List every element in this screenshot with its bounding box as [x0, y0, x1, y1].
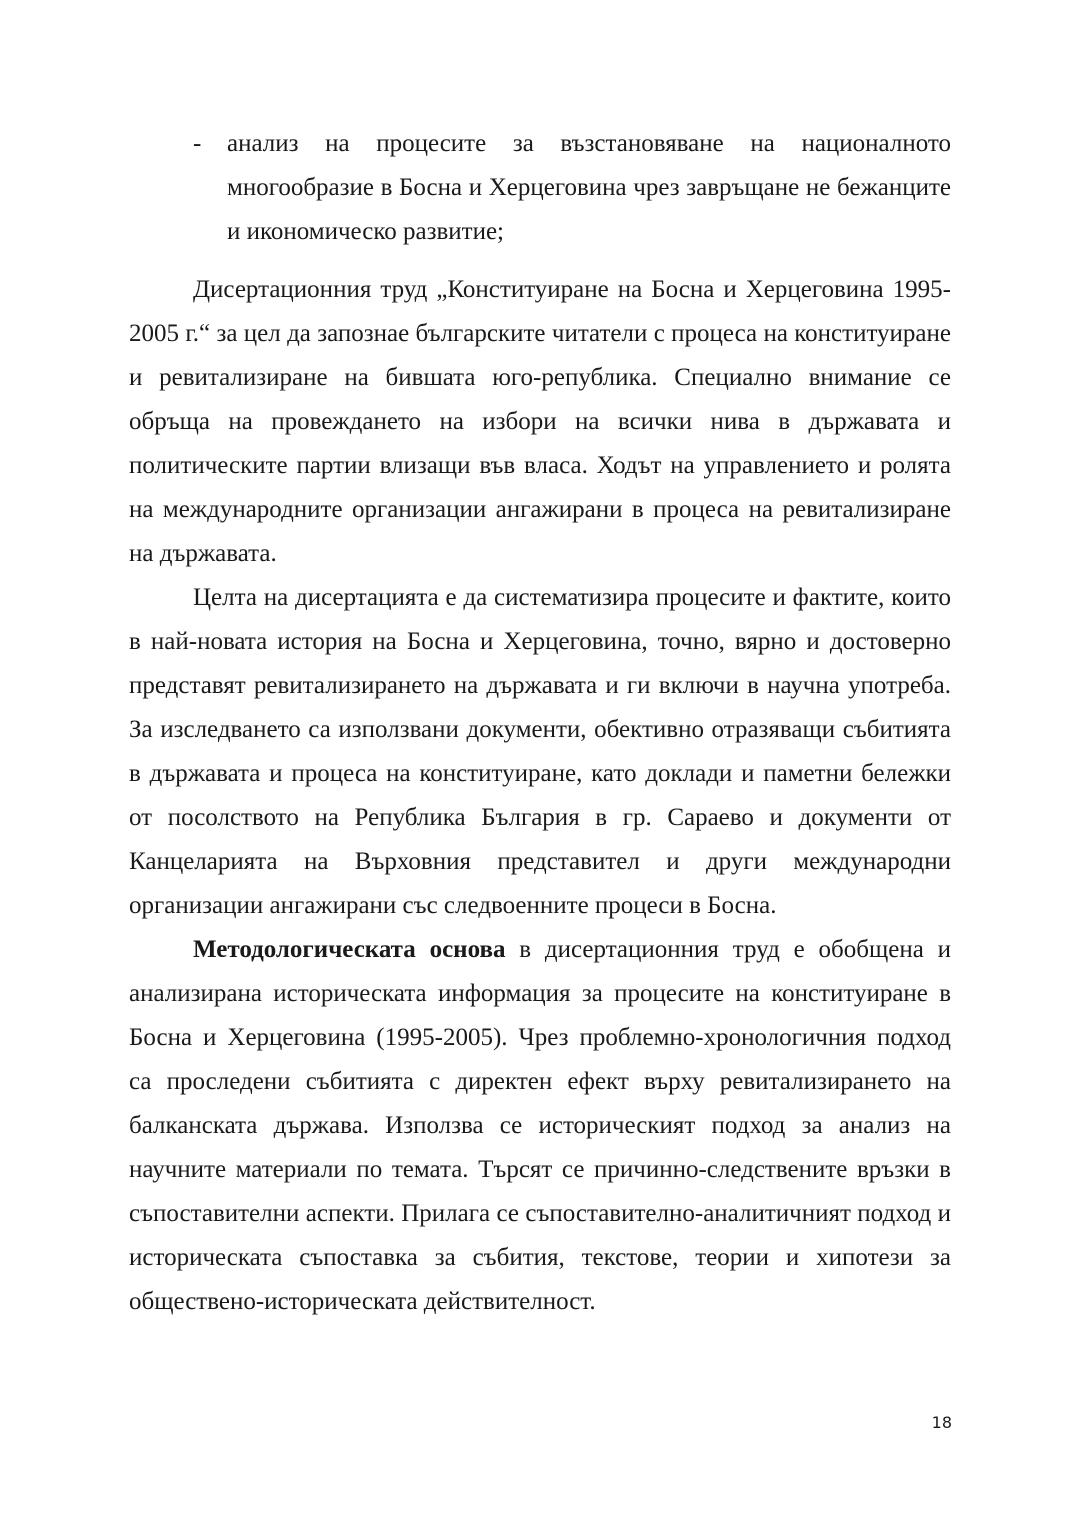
page-content — [129, 122, 951, 1324]
paragraph-text: Целта на дисертацията е да систематизира процесите и фактите, които в най-новата история на Босна и Херцеговина, точно, вярно и достоверно представят ревитализирането на държавата и ги включи в научна употреба. За изследването са използвани документи, обективно отразяващи събитията в държавата и процеса на конституиране, като доклади и паметни бележки от посолството на Република България в гр. Сараево и документи от Канцеларията на Върховния представител и други международни организации ангажирани със следвоенните процеси в Босна. — [129, 584, 951, 919]
bullet-item — [129, 122, 951, 254]
paragraph-methodology — [129, 928, 951, 1324]
paragraph-text: в дисертационния труд е обобщена и анализирана историческата информация за процесите на конституиране в Босна и Херцеговина (1995-2005). Чрез проблемно-хронологичния подход са проследени събитията с директен ефект върху ревитализирането на балканската държава. Използва се историческият подход за анализ на научните материали по темата. Търсят се причинно-следствените връзки в съпоставителни аспекти. Прилага се съпоставително-аналитичният подход и историческата съпоставка за събития, текстове, теории и хипотези за обществено-историческата действителност. — [129, 936, 951, 1315]
page-number: 18 — [931, 1413, 952, 1432]
bullet-text: анализ на процесите за възстановяване на националното многообразие в Босна и Херцеговина чрез завръщане не бежанците и икономическо развитие; — [227, 130, 951, 245]
paragraph-dissertation-intro — [129, 268, 951, 576]
bullet-marker: - — [193, 130, 202, 157]
paragraph-dissertation-goal — [129, 576, 951, 928]
paragraph-text: Дисертационния труд „Конституиране на Босна и Херцеговина 1995-2005 г.“ за цел да запознае българските читатели с процеса на конституиране и ревитализиране на бившата юго-република. Специално внимание се обръща на провеждането на избори на всички нива в държавата и политическите партии влизащи във власа. Ходът на управлението и ролята на международните организации ангажирани в процеса на ревитализиране на държавата. — [129, 276, 951, 567]
paragraph-bold-lead: Методологическата основа — [193, 936, 506, 963]
